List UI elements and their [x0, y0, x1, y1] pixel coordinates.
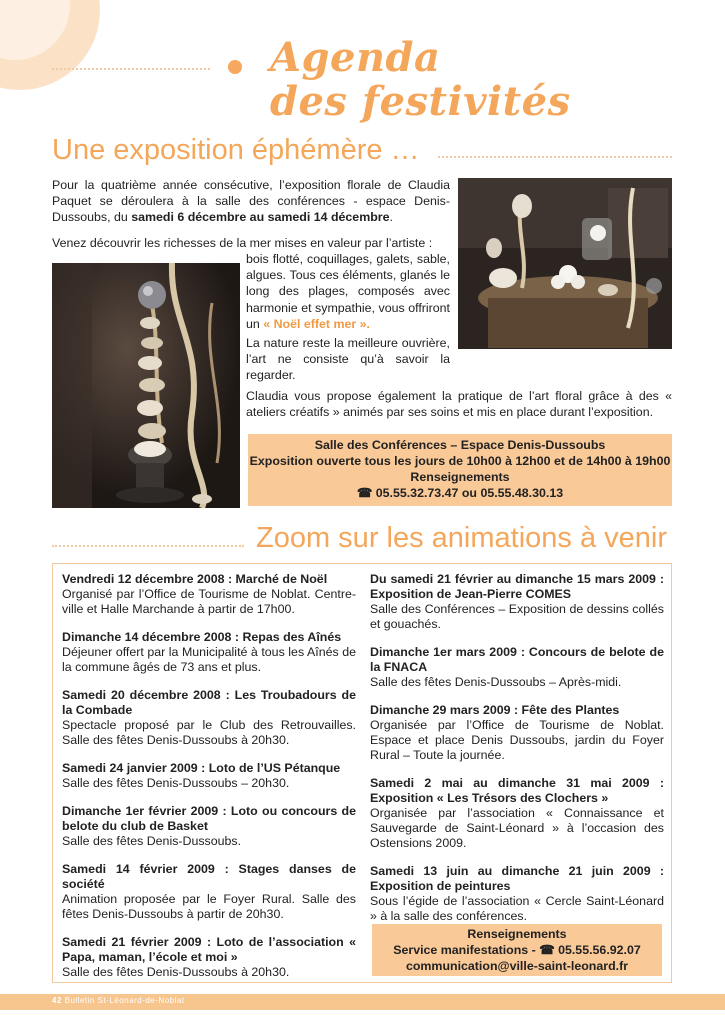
- events-left-column: [62, 572, 356, 993]
- event-details: Organisé par l’Office de Tourisme de Noblat. Centre-ville et Halle Marchande à partir de 17h00.: [62, 587, 356, 616]
- event-details: Organisée par l’association « Connaissance et Sauvegarde de Saint-Léonard » à l’occasion des Ostensions 2009.: [370, 806, 664, 850]
- event-item: [370, 703, 664, 763]
- event-item: [370, 776, 664, 851]
- event-details: Salle des fêtes Denis-Dussoubs.: [62, 834, 242, 848]
- event-heading: Samedi 21 février 2009 : Loto de l’association « Papa, maman, l’école et moi »: [62, 935, 356, 964]
- contact-box: [372, 924, 662, 976]
- event-heading: Samedi 14 février 2009 : Stages danses de société: [62, 862, 356, 891]
- event-details: Salle des fêtes Denis-Dussoubs – Après-midi.: [370, 675, 622, 689]
- noel-effet-mer-highlight: « Noël effet mer ».: [263, 316, 370, 331]
- intro-text: Pour la quatrième année consécutive, l’exposition florale de Claudia Paquet se déroulera à la salle des conférences - espace Denis-Dussoubs, du: [52, 178, 450, 225]
- page-title: [270, 36, 571, 124]
- event-details: Organisée par l’Office de Tourisme de Noblat. Espace et place Denis Dussoubs, jardin du Foyer Rural – Toute la journée.: [370, 718, 664, 762]
- event-item: [62, 572, 356, 617]
- exposition-dotted-rule: [438, 156, 672, 158]
- seashell-arrangement-photo: [458, 178, 672, 349]
- page-title-line2: des festivités: [270, 78, 571, 125]
- exposition-workshops: Claudia vous propose également la pratique de l’art floral grâce à des « ateliers créatifs » animés par ses soins et mis en place durant l’exposition.: [246, 389, 672, 420]
- footer: [52, 996, 185, 1005]
- event-item: [62, 935, 356, 980]
- event-heading: Samedi 2 mai au dimanche 31 mai 2009 : Exposition « Les Trésors des Clochers »: [370, 776, 664, 805]
- event-details: Déjeuner offert par la Municipalité à tous les Aînés de la commune âgés de 73 ans et plus.: [62, 645, 356, 674]
- exposition-dates: samedi 6 décembre au samedi 14 décembre: [131, 210, 390, 225]
- event-heading: Du samedi 21 février au dimanche 15 mars 2009 : Exposition de Jean-Pierre COMES: [370, 572, 664, 601]
- zoom-dotted-rule: [52, 545, 244, 547]
- event-details: Salle des fêtes Denis-Dussoubs – 20h30.: [62, 776, 290, 790]
- event-heading: Dimanche 1er mars 2009 : Concours de belote de la FNACA: [370, 645, 664, 674]
- info-hours: Exposition ouverte tous les jours de 10h00 à 12h00 et de 14h00 à 19h00: [249, 454, 671, 468]
- event-heading: Samedi 20 décembre 2008 : Les Troubadours de la Combade: [62, 688, 356, 717]
- contact-heading: Renseignements: [467, 927, 567, 941]
- page-title-line1: Agenda: [270, 34, 441, 81]
- event-heading: Samedi 24 janvier 2009 : Loto de l’US Pétanque: [62, 761, 341, 775]
- publication-name: Bulletin St-Léonard-de-Noblat: [64, 996, 185, 1005]
- event-heading: Samedi 13 juin au dimanche 21 juin 2009 : Exposition de peintures: [370, 864, 664, 893]
- event-item: [62, 862, 356, 922]
- page-number: 42: [52, 996, 62, 1005]
- header-bullet-dot: [228, 60, 242, 74]
- info-phone: ☎ 05.55.32.73.47 ou 05.55.48.30.13: [356, 486, 564, 500]
- info-location: Salle des Conférences – Espace Denis-Dussoubs: [314, 438, 606, 452]
- event-heading: Vendredi 12 décembre 2008 : Marché de Noël: [62, 572, 328, 586]
- exposition-info-box: [248, 434, 672, 506]
- event-item: [370, 864, 664, 924]
- info-contact-heading: Renseignements: [410, 470, 510, 484]
- event-item: [62, 688, 356, 748]
- exposition-quote: La nature reste la meilleure ouvrière, l’art ne consiste qu’à savoir la regarder.: [246, 336, 450, 383]
- exposition-materials: [246, 251, 450, 332]
- event-heading: Dimanche 14 décembre 2008 : Repas des Aînés: [62, 630, 342, 644]
- event-details: Spectacle proposé par le Club des Retrouvailles. Salle des fêtes Denis-Dussoubs à 20h30.: [62, 718, 356, 747]
- event-details: Animation proposée par le Foyer Rural. Salle des fêtes Denis-Dussoubs à partir de 20h30.: [62, 892, 356, 921]
- exposition-intro: [52, 177, 450, 226]
- header-dotted-rule: [52, 68, 210, 70]
- intro-end: .: [389, 210, 393, 225]
- event-item: [370, 572, 664, 632]
- event-heading: Dimanche 29 mars 2009 : Fête des Plantes: [370, 703, 620, 717]
- materials-text: bois flotté, coquillages, galets, sable, algues. Tous ces éléments, glanés le long des plages, composés avec harmonie et sympathie, vous offriront un: [246, 252, 450, 331]
- corner-decoration: [0, 0, 120, 110]
- event-item: [62, 804, 356, 849]
- events-right-column: [370, 572, 664, 937]
- exposition-invite-line: Venez découvrir les richesses de la mer mises en valeur par l’artiste :: [52, 236, 433, 250]
- event-details: Sous l’égide de l’association « Cercle Saint-Léonard » à la salle des conférences.: [370, 894, 664, 923]
- event-details: Salle des fêtes Denis-Dussoubs à 20h30.: [62, 965, 290, 979]
- event-item: [370, 645, 664, 690]
- exposition-section-title: Une exposition éphémère …: [52, 134, 420, 166]
- event-item: [62, 761, 356, 791]
- contact-phone: Service manifestations - ☎ 05.55.56.92.07: [393, 943, 641, 957]
- driftwood-sculpture-photo: [52, 263, 240, 508]
- event-heading: Dimanche 1er février 2009 : Loto ou concours de belote du club de Basket: [62, 804, 356, 833]
- event-details: Salle des Conférences – Exposition de dessins collés et gouachés.: [370, 602, 664, 631]
- zoom-section-title: Zoom sur les animations à venir: [256, 522, 667, 554]
- contact-email: communication@ville-saint-leonard.fr: [405, 959, 629, 973]
- event-item: [62, 630, 356, 675]
